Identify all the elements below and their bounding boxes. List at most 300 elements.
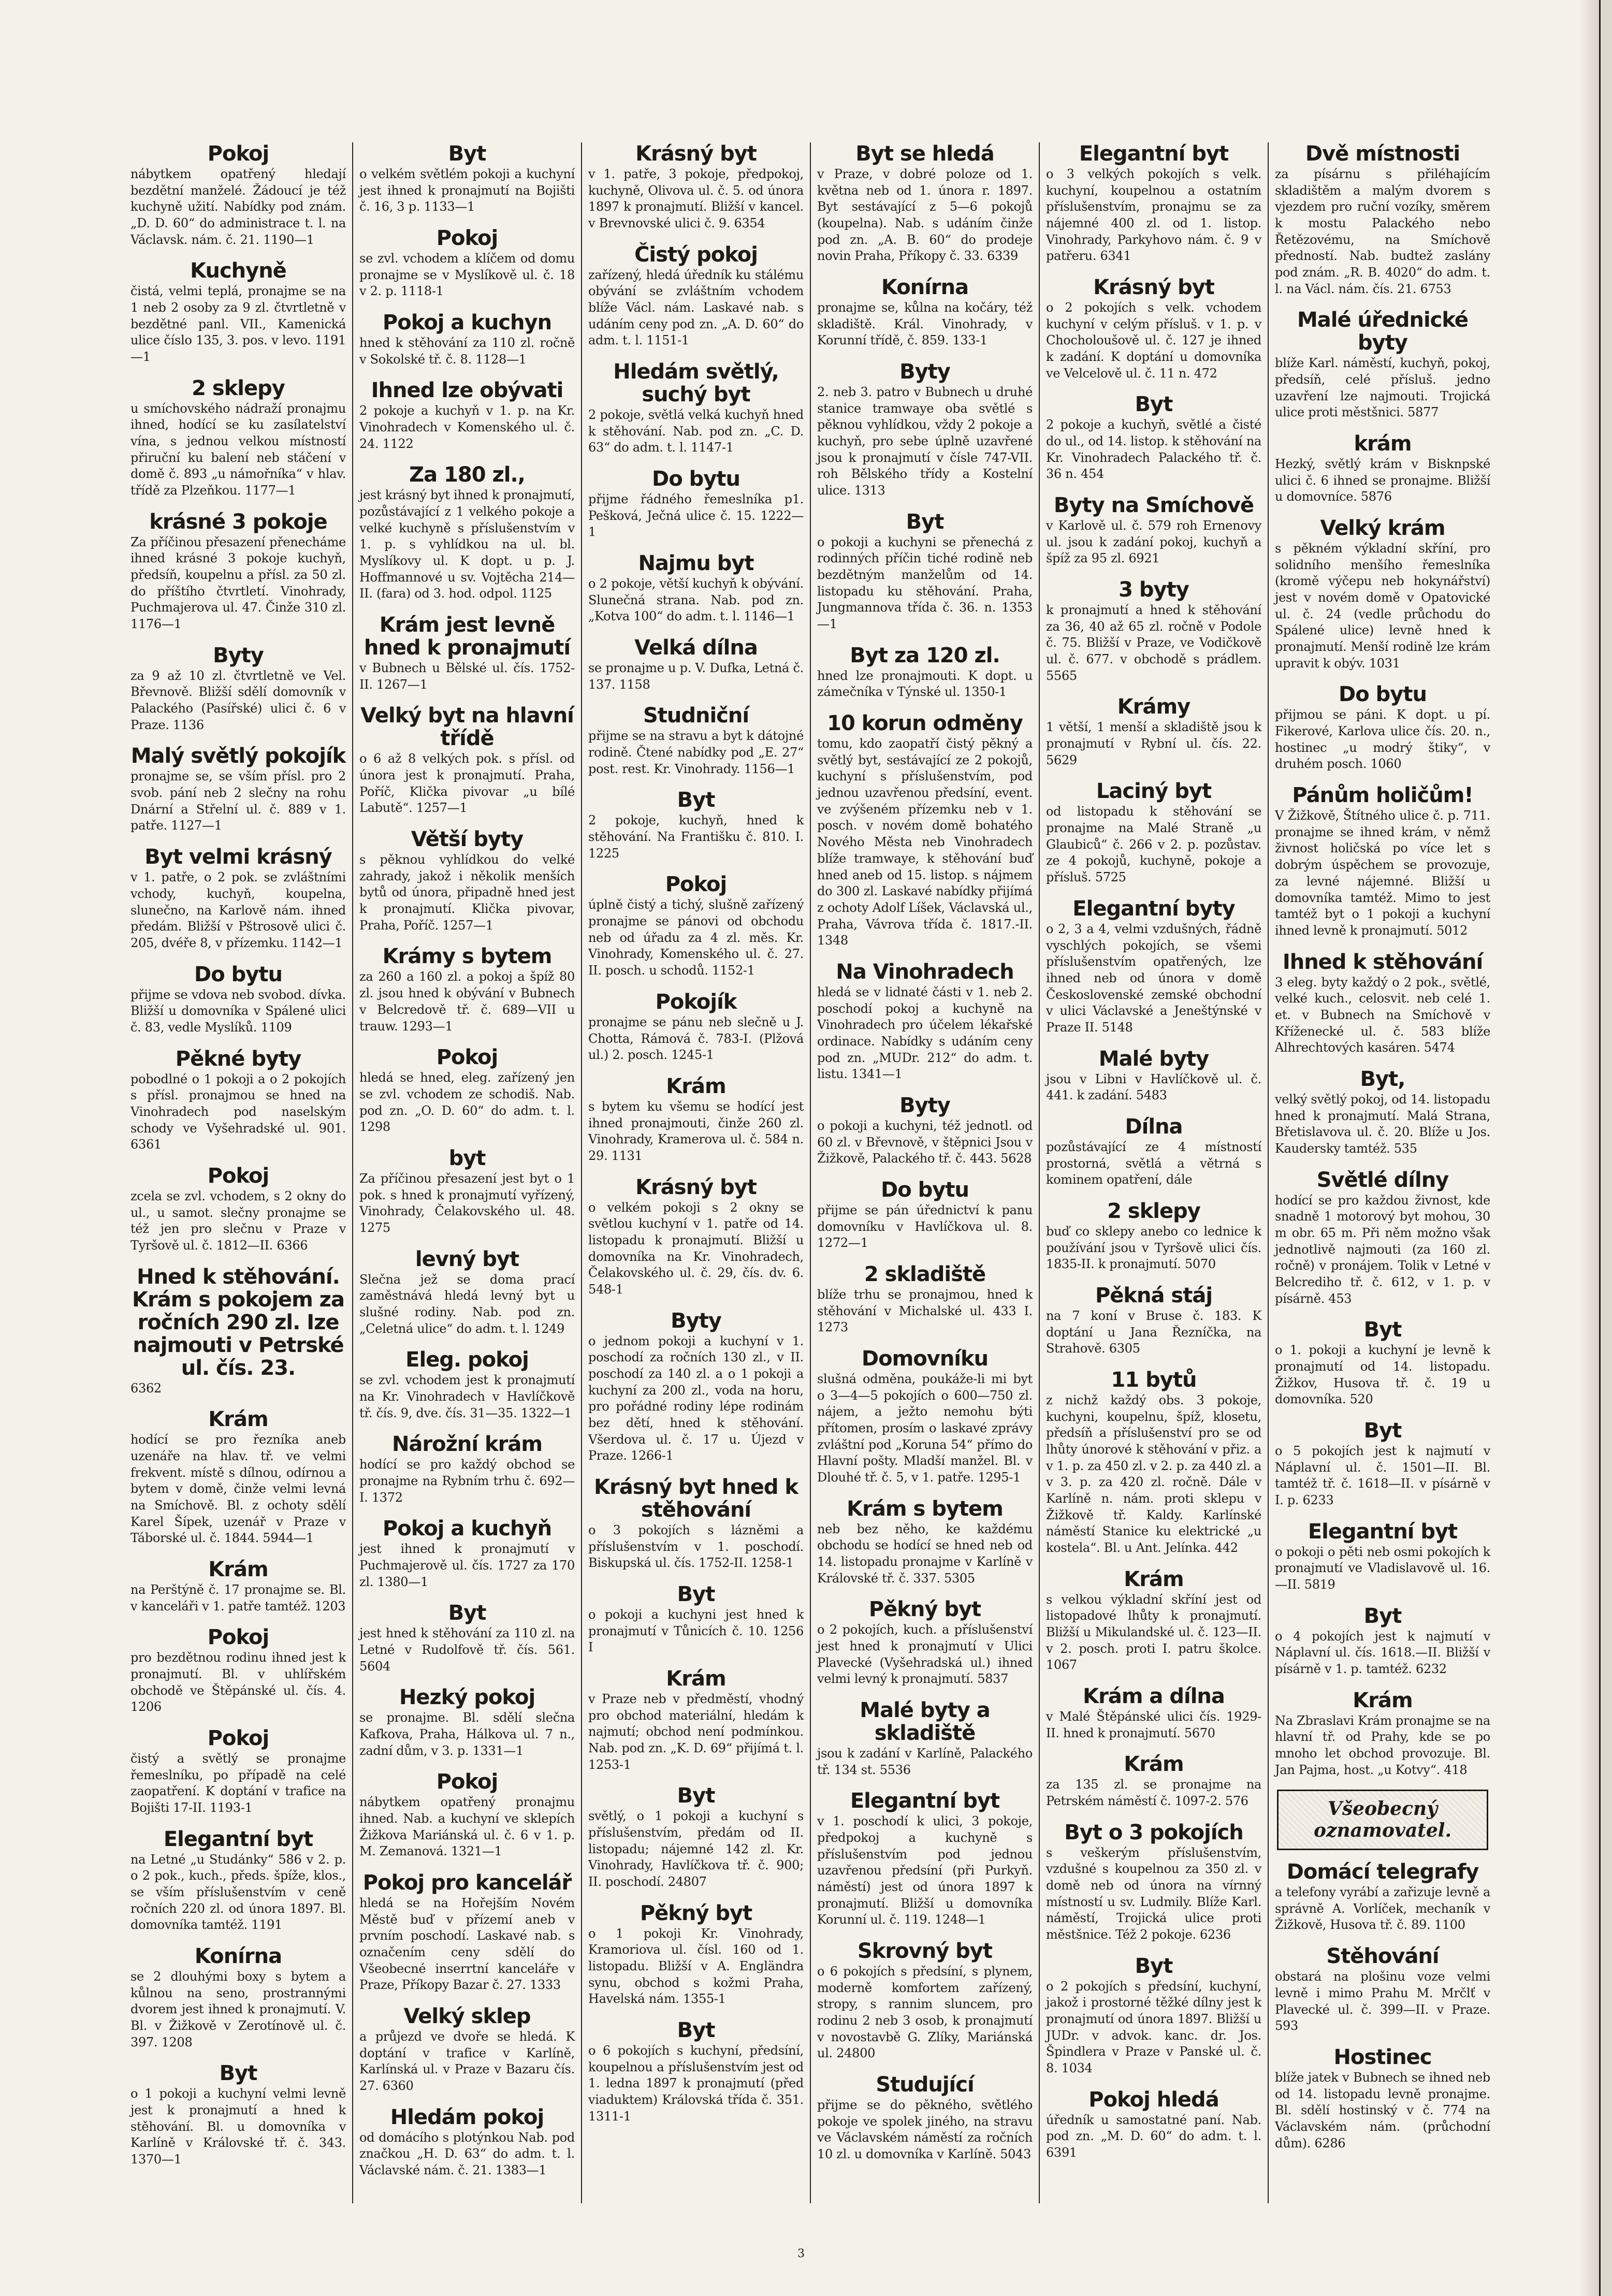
ad-text: v Praze, v dobré poloze od 1. května neb od 1. února r. 1897. Byt sestávající z 5—6 pokojů (koupelna). Nab. s udáním činže pod zn. „A. B. 60“ do prodeje novin Praha, Příkopy č. 33. 6339 bbox=[817, 167, 1033, 264]
ad-text: hodící se pro každý obchod se pronajme na Rybním trhu č. 692—I. 1372 bbox=[359, 1457, 575, 1505]
classified-ad bbox=[588, 1667, 804, 1773]
ad-text: o pokoji o pěti neb osmi pokojích k pronajmutí ve Vladislavově ul. 16.—II. 5819 bbox=[1275, 1544, 1490, 1592]
ad-heading: Byty bbox=[899, 360, 950, 384]
ad-text: hodící se pro řezníka aneb uzenáře na hlav. tř. ve velmi frekvent. místě s dílnou, odírnou a bytem v domě, činže velmi levná na Smíchově. Bl. z ochoty sdělí Karel Šípek, uzenář v Praze v Táborské ul. č. 1844. 5944—1 bbox=[130, 1432, 346, 1546]
classified-ad bbox=[130, 2062, 346, 2168]
ad-heading: 2 skladiště bbox=[864, 1262, 986, 1286]
classified-ad bbox=[130, 1727, 346, 1817]
ad-text: Za příčinou přesazení přenecháme ihned krásné 3 pokoje kuchyň, předsíň, koupelnu a přísl. za 50 zl. do příštího čtvrtletí. Vinohrady, Puchmajerova ul. 47. Činže 310 zl. 1176—1 bbox=[130, 534, 346, 632]
ad-heading: Dílna bbox=[1125, 1114, 1183, 1139]
ad-heading: Krásný byt hned k stěhování bbox=[594, 1475, 798, 1522]
ad-heading: Ihned k stěhování bbox=[1282, 950, 1483, 974]
ad-heading: Byt bbox=[1363, 1604, 1402, 1628]
classified-ad bbox=[130, 1558, 346, 1615]
ad-text: 2 pokoje a kuchyň v 1. p. na Kr. Vinohradech v Komenského ul. č. 24. 1122 bbox=[359, 403, 575, 451]
ad-heading: Pěkné byty bbox=[175, 1047, 301, 1071]
ad-text: jsou v Libni v Havlíčkově ul. č. 441. k zadání. 5483 bbox=[1046, 1071, 1261, 1103]
ad-text: 1 větší, 1 menší a skladiště jsou k pronajmutí v Rybní ul. čís. 22. 5629 bbox=[1046, 720, 1261, 767]
ad-heading: Pěkná stáj bbox=[1095, 1283, 1213, 1307]
ad-heading: Byt bbox=[219, 2061, 257, 2086]
classified-ad bbox=[1275, 1419, 1490, 1509]
ad-heading: Studniční bbox=[643, 704, 749, 728]
classified-ad bbox=[1046, 1284, 1261, 1357]
ad-heading: 10 korun odměny bbox=[827, 711, 1023, 736]
classified-ad bbox=[588, 1784, 804, 1890]
classified-ad bbox=[359, 1046, 575, 1136]
classified-ad bbox=[359, 1602, 575, 1675]
classified-ad bbox=[1046, 494, 1261, 567]
ad-text: o 3 pokojích s lázněmi a příslušenstvím v 1. poschodí. Biskupská ul. čís. 1752-II. 1258-1 bbox=[588, 1522, 804, 1571]
ad-heading: Elegantní byt bbox=[163, 1827, 313, 1851]
ad-heading: Elegantní byt bbox=[1308, 1519, 1458, 1544]
ad-heading: Elegantní byt bbox=[1079, 142, 1229, 166]
ad-text: o 4 pokojích jest k najmutí v Náplavní ul. čís. 1618.—II. Bližší v písárně v 1. p. tamtéž. 6232 bbox=[1275, 1629, 1490, 1676]
classified-ad bbox=[1275, 1169, 1490, 1307]
ad-text: jest ihned k pronajmutí v Puchmajerově ul. čís. 1727 za 170 zl. 1380—1 bbox=[359, 1542, 575, 1589]
ad-text: blíže trhu se pronajmou, hned k stěhování v Michalské ul. 433 I. 1273 bbox=[817, 1287, 1033, 1335]
ad-text: hledá se na Hořejším Novém Městě buď v přízemí aneb v prvním poschodí. Laskavé nab. s označením ceny sdělí do Všeobecné inserrtní kanceláře v Praze, Příkopy Bazar č. 27. 1333 bbox=[359, 1896, 575, 1993]
ad-text: hned k stěhování za 110 zl. ročně v Sokolské tř. č. 8. 1128—1 bbox=[359, 336, 575, 367]
ad-text: nábytkem opatřený pronajmu ihned. Nab. a kuchyní ve sklepích Žižkova Mariánská ul. č. 6 v 1. p. M. Zemanová. 1321—1 bbox=[359, 1795, 575, 1859]
ad-heading: Pokojík bbox=[655, 990, 737, 1014]
ad-heading: Hledám světlý, suchý byt bbox=[613, 360, 779, 407]
ad-text: v 1. poschodí k ulici, 3 pokoje, předpokoj a kuchyně s příslušenstvím pod jednou uzavřenou předsíní (při Purkyň. náměstí) jest od února 1897 k pronajmutí. Bližší u domovníka Korunní ul. č. 119. 1248—1 bbox=[817, 1814, 1033, 1927]
classified-ad bbox=[588, 873, 804, 979]
ad-text: a telefony vyrábí a zařizuje levně a správně A. Vorlíček, mechaník v Žižkově, Husova tř. č. 89. 1100 bbox=[1275, 1885, 1490, 1932]
classified-ad bbox=[817, 2073, 1033, 2163]
ad-text: se 2 dlouhými boxy s bytem a kůlnou na seno, prostrannými dvorem jest ihned k pronajmutí. V. Bl. v Žižkově v Zerotínově ul. č. 397. 1208 bbox=[130, 1969, 346, 2050]
ad-heading: Pěkný byt bbox=[640, 1901, 752, 1925]
ad-heading: Krám bbox=[1124, 1752, 1184, 1777]
ad-heading: Krám bbox=[208, 1557, 268, 1581]
classified-ad bbox=[359, 614, 575, 693]
classified-ad bbox=[1275, 784, 1490, 939]
classified-ad bbox=[359, 2005, 575, 2095]
classified-ad bbox=[1275, 1520, 1490, 1593]
ad-text: o pokoji a kuchyni jest hned k pronajmutí v Tůnicích č. 10. 1256 I bbox=[588, 1607, 804, 1655]
ad-text: o pokoji a kuchyni se přenechá z rodinných příčin tiché rodině neb bezdětným manželům od 14. listopadu ku stěhování. Praha, Jungmannova třída č. 36. n. 1353—1 bbox=[817, 534, 1033, 632]
ad-heading: Pokoj bbox=[436, 226, 498, 251]
ad-text: 2 pokoje, světlá velká kuchyň hned k stěhování. Nab. pod zn. „C. D. 63“ do adm. t. l. 1147-1 bbox=[588, 408, 804, 455]
ad-heading: Byt bbox=[677, 1784, 715, 1808]
classified-ad bbox=[359, 704, 575, 817]
ad-text: tomu, kdo zaopatří čistý pěkný a světlý byt, sestávající ze 2 pokojů, kuchyní s příslušenstvím, pod jednou uzavřenou předsíní, event. ve zvýšeném přízemku neb v 1. posch. v novém domě bohatého Nového Města neb Vinohradech blíže tramwaye, k stěhování buď hned aneb od 15. listop. s nájmem do 300 zl. Laskavé nabídky přijímá z ochoty Adolf Líšek, Václavská ul., Praha, Vávrova třída č. 1817.-II. 1348 bbox=[817, 736, 1033, 948]
classified-ad bbox=[130, 846, 346, 951]
ad-text: pronajme se pánu neb slečně u J. Chotta, Rámová č. 783-I. (Plžová ul.) 2. posch. 1245-1 bbox=[588, 1014, 804, 1063]
ad-heading: Elegantní byt bbox=[850, 1789, 1000, 1813]
ad-text: o jednom pokoji a kuchyní v 1. poschodí za ročních 130 zl., v II. poschodí za 140 zl. a o 1 pokoji a kuchyní za 200 zl., voda na horu, pro pořádné rodiny lépe rodinám bez dětí, hned k stěhování. Všerdova ul. č. 17 u. Újezd v Praze. 1266-1 bbox=[588, 1333, 804, 1463]
ad-text: přijme se vdova neb svobod. dívka. Bližší u domovníka v Spálené ulici č. 83, vedle Myslíků. 1109 bbox=[130, 987, 346, 1035]
ad-heading: krám bbox=[1354, 432, 1412, 456]
ad-heading: Krásný byt bbox=[635, 1175, 757, 1199]
ad-text: v 1. patře, 3 pokoje, předpokoj, kuchyně, Olivova ul. č. 5. od února 1897 k pronajmutí. Bližší v kancel. v Brevnovské ulici č. 9. 6354 bbox=[588, 167, 804, 231]
classified-ad bbox=[1046, 2088, 1261, 2161]
classified-ad bbox=[1046, 1369, 1261, 1557]
classified-ad bbox=[130, 377, 346, 499]
ad-heading: Byt, bbox=[1360, 1067, 1405, 1091]
ad-heading: Do bytu bbox=[1339, 682, 1427, 707]
ad-heading: Domovníku bbox=[861, 1346, 989, 1371]
ad-heading: Za 180 zl., bbox=[409, 463, 525, 487]
classified-ad bbox=[1275, 1605, 1490, 1678]
page-edge-shadow bbox=[1578, 0, 1599, 2296]
classified-ad bbox=[588, 991, 804, 1064]
ad-heading: Konírna bbox=[881, 275, 969, 300]
ad-text: o 2 pokojích, kuch. a příslušenství jest hned k pronajmutí v Ulici Plavecké (Vyšehradská ul.) ihned velmi levný k pronajmutí. 5837 bbox=[817, 1622, 1033, 1687]
ad-text: o 2 pokoje, větší kuchyň k obývání. Slunečná strana. Nab. pod zn. „Kotva 100“ do adm. t. l. 1146—1 bbox=[588, 576, 804, 624]
ad-heading: Byt bbox=[1135, 1954, 1173, 1978]
ad-heading: byt bbox=[448, 1146, 486, 1170]
ad-text: Hezký, světlý krám v Bisknpské ulici č. 6 ihned se pronajme. Bližší u domovníce. 5876 bbox=[1275, 457, 1490, 504]
ad-text: o 3 velkých pokojích s velk. kuchyní, koupelnou a ostatním příslušenstvím, pronajmu se za nájemné 400 zl. od 1. listop. Vinohrady, Parkyhovo nám. č. 9 v patřeru. 6341 bbox=[1046, 167, 1261, 264]
classified-ad bbox=[130, 644, 346, 734]
ad-heading: Velký sklep bbox=[403, 2004, 531, 2029]
ad-text: v Malé Štěpánské ulici čís. 1929-II. hned k pronajmutí. 5670 bbox=[1046, 1709, 1261, 1740]
classified-ad bbox=[817, 644, 1033, 701]
ad-text: k pronajmutí a hned k stěhování za 36, 40 až 65 zl. ročně v Podole č. 75. Bližší v Praze, ve Vodičkově ul. č. 677. v obchodě s prádlem. 5565 bbox=[1046, 603, 1261, 683]
ad-text: přijme se na stravu a byt k dátojné rodině. Čtené nabídky pod „E. 27“ post. rest. Kr. Vinohrady. 1156—1 bbox=[588, 729, 804, 776]
ad-heading: Byt bbox=[1363, 1318, 1402, 1342]
ad-text: velký světlý pokoj, od 14. listopadu hned k pronajmutí. Malá Strana, Břetislavova ul. č. 20. Blíže u Jos. Kaudersky tamtéž. 535 bbox=[1275, 1092, 1490, 1156]
ad-heading: Pokoj bbox=[207, 142, 269, 166]
ad-heading: Krám s bytem bbox=[847, 1496, 1003, 1521]
ad-heading: Byty bbox=[671, 1309, 721, 1333]
ad-text: a průjezd ve dvoře se hledá. K doptání v trafice v Karlíně, Karlínská ul. v Praze v Bazaru čís. 27. 6360 bbox=[359, 2029, 575, 2094]
ad-heading: Byty bbox=[213, 643, 264, 667]
ad-text: buď co sklepy anebo co lednice k používání jsou v Tyršově ulici čís. 1835-II. k pronajmutí. 5070 bbox=[1046, 1224, 1261, 1272]
ad-text: 6362 bbox=[130, 1380, 162, 1396]
ad-heading: 2 sklepy bbox=[192, 376, 285, 400]
ad-heading: 11 bytů bbox=[1111, 1368, 1197, 1392]
classified-ad bbox=[1275, 683, 1490, 773]
ad-text: od listopadu k stěhování se pronajme na Malé Straně „u Glaubiců“ č. 266 v 2. p. pozůstav. ze 4 pokojů, kuchyně, pokoje a přísluš. 5725 bbox=[1046, 804, 1261, 885]
classified-ad bbox=[359, 1517, 575, 1590]
classified-ad bbox=[1275, 517, 1490, 672]
classified-ad bbox=[1046, 1821, 1261, 1943]
ad-heading: Byt o 3 pokojích bbox=[1064, 1820, 1243, 1844]
classified-ad bbox=[130, 1828, 346, 1934]
ad-heading: Byty na Smíchově bbox=[1053, 493, 1254, 518]
classified-ad bbox=[359, 1348, 575, 1421]
ad-text: o pokoji a kuchyni, též jednotl. od 60 zl. v Břevnově, v štěpnici Jsou v Žižkově, Palackého tř. č. 443. 5628 bbox=[817, 1118, 1033, 1166]
classified-ad bbox=[359, 828, 575, 934]
ad-heading: Byty bbox=[899, 1093, 950, 1117]
section-banner-title: Všeobecný oznamovatel. bbox=[1313, 1798, 1452, 1841]
classified-ad bbox=[1046, 142, 1261, 265]
ad-text: s pěknou vyhlídkou do velké zahrady, jakož i několik menších bytů od února, připadně hned jest k pronajmutí. Klička pivovar, Praha, Poříč. 1257—1 bbox=[359, 852, 575, 933]
classified-ad bbox=[588, 142, 804, 232]
ad-text: o 1. pokoji a kuchyní je levně k pronajmutí od 14. listopadu. Žižkov, Husova tř. č. 19 u domovníka. 520 bbox=[1275, 1343, 1490, 1407]
ad-heading: Byt bbox=[677, 2018, 715, 2043]
classified-ad bbox=[359, 945, 575, 1035]
ad-heading: Velká dílna bbox=[634, 636, 758, 660]
classified-ad bbox=[1046, 695, 1261, 768]
ad-heading: Malé byty a skladiště bbox=[860, 1698, 990, 1746]
classified-ad bbox=[588, 2019, 804, 2125]
ad-text: nábytkem opatřený hledají bezdětní manželé. Žádoucí je též kuchyně užití. Nabídky pod znám. „D. D. 60“ do administrace t. l. na Václavsk. nám. č. 21. 1190—1 bbox=[130, 167, 346, 247]
ad-heading: Pokoj bbox=[207, 1625, 269, 1650]
ad-heading: krásné 3 pokoje bbox=[149, 510, 327, 534]
classified-ad bbox=[359, 311, 575, 368]
ad-text: jsou k zadání v Karlíně, Palackého tř. 134 st. 5536 bbox=[817, 1746, 1033, 1777]
ad-text: na 7 koní v Bruse č. 183. K doptání u Jana Řezníčka, na Strahově. 6305 bbox=[1046, 1308, 1261, 1356]
ad-heading: Pokoj bbox=[207, 1726, 269, 1750]
ad-text: přijme se do pěkného, světlého pokoje ve spolek jiného, na stravu ve Václavském náměstí za ročních 10 zl. u domovníka v Karlíně. 5043 bbox=[817, 2098, 1033, 2162]
ad-text: Na Zbraslavi Krám pronajme se na hlavní tř. od Prahy, kde se po mnoho let obchod provozuje. Bl. Jan Pajma, host. „u Kotvy“. 418 bbox=[1275, 1713, 1490, 1777]
ad-heading: Velký krám bbox=[1320, 516, 1445, 541]
classified-ad bbox=[130, 745, 346, 834]
ad-heading: Malý světlý pokojík bbox=[130, 744, 346, 768]
ad-heading: Byt bbox=[448, 142, 486, 166]
ad-heading: Nárožní krám bbox=[391, 1432, 543, 1457]
classified-ad bbox=[130, 1408, 346, 1547]
ad-heading: levný byt bbox=[415, 1247, 519, 1271]
ad-text: na Letné „u Studánky“ 586 v 2. p. o 2 pok., kuch., předs. špíže, klos., se vším příslušenstvím v ceně ročních 220 zl. od února 1897. Bl. domovníka tamtéž. 1191 bbox=[130, 1852, 346, 1932]
classified-ad bbox=[1275, 1689, 1490, 1779]
ad-text: jest krásný byt ihned k pronajmutí, pozůstávající z 1 velkého pokoje a velké kuchyně s příslušenstvím v 1. p. s vyhlídkou na ul. bl. Myslíkovy ul. K dopt. u p. J. Hoffmannové u sv. Vojtěcha 214—II. (fara) od 3. hod. odpol. 1125 bbox=[359, 488, 575, 601]
ad-heading: Malé úřednické byty bbox=[1297, 308, 1469, 355]
ad-text: úplně čistý a tichý, slušně zařízený pronajme se pánovi od obchodu neb od úřadu za 4 zl. měs. Kr. Vinohrady, Komenského ul. č. 27. II. posch. u schodů. 1152-1 bbox=[588, 897, 804, 978]
ad-heading: Pokoj bbox=[436, 1770, 498, 1794]
classified-ad bbox=[1275, 951, 1490, 1056]
ad-text: pobodlné o 1 pokoji a o 2 pokojích s přísl. pronajmou se hned na Vinohradech pod naselským schody ve Vyšehradské ul. 901. 6361 bbox=[130, 1071, 346, 1152]
ad-text: o 6 pokojích s předsíní, s plynem, moderně komfortem zařízený, stropy, s rannim sluncem, pro rodinu 2 neb 3 osob, k pronajmutí v novostavbě G. Zlíky, Mariánská ul. 24800 bbox=[817, 1964, 1033, 2061]
ad-text: 2 pokoje a kuchyň, světlé a čisté do ul., od 14. listop. k stěhování na Kr. Vinohradech Palackého tř. č. 36 n. 454 bbox=[1046, 417, 1261, 482]
page-mark: 3 bbox=[797, 2247, 805, 2260]
ad-heading: Byt bbox=[1363, 1418, 1402, 1443]
classified-ad bbox=[1046, 1200, 1261, 1273]
ad-text: úředník u samostatné paní. Nab. pod zn. „M. D. 60“ do adm. t. l. 6391 bbox=[1046, 2112, 1261, 2160]
ad-heading: Pokoj bbox=[207, 1164, 269, 1188]
classified-ad bbox=[359, 1147, 575, 1237]
ad-heading: Laciný byt bbox=[1096, 779, 1212, 804]
classified-ad bbox=[817, 142, 1033, 265]
column-6 bbox=[1269, 142, 1497, 2203]
ad-text: od domácího s plotýnkou Nab. pod značkou „H. D. 63“ do adm. t. l. Václavské nám. č. 21. 1383—1 bbox=[359, 2130, 575, 2178]
classified-ad bbox=[1046, 1753, 1261, 1809]
ad-text: čistý a světlý se pronajme řemeslníku, po případě na celé zaopatření. K doptání v trafice na Bojišti 17-II. 1193-1 bbox=[130, 1751, 346, 1815]
ad-heading: 3 byty bbox=[1119, 578, 1189, 602]
classified-ad bbox=[130, 259, 346, 365]
classified-ad bbox=[588, 360, 804, 456]
classified-ad bbox=[817, 1263, 1033, 1336]
ad-text: se pronajme. Bl. sdělí slečna Kafkova, Praha, Hálkova ul. 7 n., zadní dům, v 3. p. 1331—1 bbox=[359, 1710, 575, 1758]
classified-ad bbox=[1275, 432, 1490, 505]
ad-text: jest hned k stěhování za 110 zl. na Letné v Rudolfově tř. čís. 561. 5604 bbox=[359, 1626, 575, 1674]
column-1 bbox=[124, 142, 353, 2203]
classified-ad bbox=[588, 468, 804, 541]
classified-ad bbox=[817, 360, 1033, 499]
ad-heading: Krám bbox=[1353, 1688, 1413, 1712]
classified-ad bbox=[1275, 309, 1490, 421]
classified-ad bbox=[130, 1048, 346, 1153]
ad-heading: Čistý pokoj bbox=[634, 242, 758, 267]
classified-ad bbox=[359, 463, 575, 602]
ad-text: se zvl. vchodem a klíčem od domu pronajme se v Myslíkově ul. č. 18 v 2. p. 1118-1 bbox=[359, 251, 575, 299]
ad-text: o 1 pokoji Kr. Vinohrady, Kramoriova ul. čísl. 160 od 1. listopadu. Bližší v A. Engländra synu, obchod s kožmi Praha, Havelská nám. 1355-1 bbox=[588, 1926, 804, 2007]
classified-ad bbox=[1046, 1115, 1261, 1188]
ad-heading: Eleg. pokoj bbox=[405, 1348, 529, 1372]
ad-heading: Malé byty bbox=[1098, 1047, 1209, 1071]
classified-ad bbox=[130, 1945, 346, 2051]
classified-ad bbox=[359, 142, 575, 215]
classified-ad bbox=[1046, 276, 1261, 382]
ad-text: čistá, velmi teplá, pronajme se na 1 neb 2 osoby za 9 zl. čtvrtletně v bezdětné panl. VII., Kamenická ulice číslo 135, 3. pos. v levo. 1191—1 bbox=[130, 284, 346, 365]
classified-ad bbox=[359, 2106, 575, 2179]
classified-ad bbox=[130, 142, 346, 248]
ad-text: neb bez něho, ke každému obchodu se hodící se hned neb od 14. listopadu pronajme v Karlíně v Královské tř. č. 337. 5305 bbox=[817, 1521, 1033, 1586]
classified-ad bbox=[359, 379, 575, 452]
classified-ad bbox=[817, 1347, 1033, 1486]
ad-text: světlý, o 1 pokoji a kuchyní s příslušenstvím, předám od II. listopadu; nájemné 142 zl. Kr. Vinohrady, Havlíčkova tř. č. 900; II. poschodí. 24807 bbox=[588, 1809, 804, 1890]
classified-ad bbox=[1046, 1568, 1261, 1674]
ad-text: hodící se pro každou živnost, kde snadně 1 motorový byt mohou, 30 m obr. 65 m. Při něm možno však jednotlivě najmouti (za 160 zl. ročně) v pronájem. Tolik v Letné v Belcrediho tř. č. 612, v 1. p. v písárně. 453 bbox=[1275, 1193, 1490, 1306]
ad-heading: 2 sklepy bbox=[1107, 1199, 1200, 1223]
ad-text: o 5 pokojích jest k najmutí v Náplavní ul. č. 1501—II. Bl. tamtéž tř. č. 1618—II. v písárně v I. p. 6233 bbox=[1275, 1443, 1490, 1507]
ad-heading: Krámy s bytem bbox=[382, 944, 552, 969]
ad-text: za písárnu s přiléhajícím skladištěm a malým dvorem s vjezdem pro ruční vozíky, směrem k mostu Palackého nebo Řetězovému, na Smíchově předností. Nab. budtež zaslány pod znám. „R. B. 4020“ do adm. t. l. na Václ. nám. čís. 21. 6753 bbox=[1275, 167, 1490, 296]
ad-heading: Krám jest levně hned k pronajmutí bbox=[364, 613, 571, 660]
classified-ad bbox=[817, 1598, 1033, 1688]
column-2 bbox=[353, 142, 582, 2203]
ad-heading: Krámy bbox=[1117, 695, 1190, 719]
classified-ad bbox=[588, 243, 804, 349]
ad-heading: Hledám pokoj bbox=[390, 2105, 544, 2129]
ad-text: v Bubnech u Bělské ul. čís. 1752-II. 1267—1 bbox=[359, 661, 575, 692]
ad-heading: Krám bbox=[208, 1407, 268, 1432]
classified-ad bbox=[588, 789, 804, 862]
ad-text: na Perštýně č. 17 pronajme se. Bl. v kanceláři v 1. patře tamtéž. 1203 bbox=[130, 1582, 346, 1614]
classified-ad bbox=[588, 1075, 804, 1165]
ad-heading: Větší byty bbox=[411, 827, 524, 852]
ad-text: pronajme se, kůlna na kočáry, též skladiště. Král. Vinohrady, v Korunní třídě, č. 859. 133-1 bbox=[817, 300, 1033, 348]
classified-ad bbox=[588, 1310, 804, 1464]
ad-heading: Pokoj bbox=[665, 873, 727, 897]
ad-text: s pěkném výkladní skříní, pro solidního menšího řemeslníka (kromě výčepu neb hokynářství) jest v novém domě v Opatovické ul. č. 24 (vedle průchodu do Spálené ulice) levně hned k pronajmutí. Menší rodině lze krám upravit k obýv. 1031 bbox=[1275, 541, 1490, 671]
ad-text: se pronajme u p. V. Dufka, Letná č. 137. 1158 bbox=[588, 661, 804, 692]
ad-text: Za příčinou přesazení jest byt o 1 pok. s hned k pronajmutí vyřízený, Vinohrady, Čelakovského ul. 48. 1275 bbox=[359, 1171, 575, 1235]
ad-heading: Hned k stěhování. Krám s pokojem za ročních 290 zl. Ize najmouti v Petrské ul. čís. 23. bbox=[132, 1265, 344, 1380]
ad-heading: Krásný byt bbox=[635, 142, 757, 166]
classified-ad bbox=[130, 1626, 346, 1716]
ad-text: o 6 pokojích s kuchyní, předsíní, koupelnou a příslušenstvím jest od 1. ledna 1897 k pronajmutí (před viaduktem) Královská třída č. 351. 1311-1 bbox=[588, 2043, 804, 2124]
ad-heading: Na Vinohradech bbox=[836, 960, 1014, 984]
classified-ad bbox=[359, 227, 575, 300]
ad-text: přijmou se páni. K dopt. u pí. Fikerové, Karlova ulice čís. 20. n., hostinec „u modrý štiky“, v druhém posch. 1060 bbox=[1275, 707, 1490, 772]
classified-ad bbox=[1275, 142, 1490, 297]
ad-heading: Byt bbox=[677, 1582, 715, 1606]
ad-heading: Pokoj bbox=[436, 1045, 498, 1070]
ad-heading: Pokoj hledá bbox=[1088, 2087, 1219, 2112]
classified-ad bbox=[359, 1686, 575, 1759]
classified-ad bbox=[817, 511, 1033, 633]
classified-ad bbox=[130, 511, 346, 633]
ad-text: blíže jatek v Bubnech se ihned neb od 14. listopadu levně pronajme. Bl. sdělí hostinský v č. 774 na Václavském nám. (průchodní dům). 6286 bbox=[1275, 2070, 1490, 2150]
ad-text: za 260 a 160 zl. a pokoj a špíž 80 zl. jsou hned k obývání v Bubnech v Belcredově tř. č. 689—VII u trauw. 1293—1 bbox=[359, 969, 575, 1034]
section-banner bbox=[1277, 1790, 1488, 1850]
ad-text: o 1 pokoji a kuchyní velmi levně jest k pronajmutí a hned k stěhování. Bl. u domovníka v Karlíně v Královské tř. č. 343. 1370—1 bbox=[130, 2086, 346, 2167]
classified-ad bbox=[817, 1094, 1033, 1167]
classified-columns bbox=[124, 142, 1497, 2203]
ad-text: hledá se v lidnaté části v 1. neb 2. poschodí pokoj a kuchyně na Vinohradech pro účelem lékařské ordinace. Nabídky s udáním ceny pod zn. „MUDr. 212“ do adm. t. listu. 1341—1 bbox=[817, 984, 1033, 1082]
ad-heading: Konírna bbox=[194, 1944, 282, 1969]
ad-heading: Pokoj pro kancelář bbox=[362, 1871, 572, 1895]
ad-heading: Do bytu bbox=[652, 467, 740, 491]
ad-text: o velkém pokoji s 2 okny se světlou kuchyní v 1. patře od 14. listopadu k pronajmutí. Bližší u domovníka na Kr. Vinohradech, Čelakovského ul. č. 29, čís. dv. 6. 548-1 bbox=[588, 1200, 804, 1297]
classified-ad bbox=[588, 1583, 804, 1656]
classified-ad bbox=[1046, 393, 1261, 483]
column-3 bbox=[582, 142, 811, 2203]
ad-text: V Žižkově, Štítného ulice č. p. 711. pronajme se ihned krám, v němž živnost holičská po více let s dobrým úspěchem se provozuje, za levné nájemné. Bližší u domovníka tamtéž. Mimo to jest tamtéž byt o 1 pokoji a kuchyní ihned levně k pronajmutí. 5012 bbox=[1275, 808, 1490, 938]
ad-text: Slečna jež se doma prací zaměstnává hledá levný byt u slušné rodiny. Nab. pod zn. „Celetná ulice“ do adm. t. l. 1249 bbox=[359, 1272, 575, 1336]
ad-text: u smíchovského nádraží pronajmu ihned, hodící se ku zasílatelství vína, s jednou velkou místností přiruční ku balení neb stáčení v domě č. 893 „u námořníka“ v hlav. třídě za Plzeňkou. 1177—1 bbox=[130, 401, 346, 498]
ad-text: v 1. patře, o 2 pok. se zvláštními vchody, kuchyň, koupelna, slunečno, na Karlově nám. ihned předám. Bližší v Pštrosově ulici č. 205, dvéře 8, v přízemku. 1142—1 bbox=[130, 870, 346, 950]
ad-text: zcela se zvl. vchodem, s 2 okny do ul., u samot. slečny pronajme se též jen pro slečnu v Praze v Tyršově ul. č. 1812—II. 6366 bbox=[130, 1188, 346, 1253]
ad-heading: Byt za 120 zl. bbox=[850, 643, 1000, 667]
ad-text: za 135 zl. se pronajme na Petrském náměstí č. 1097-2. 576 bbox=[1046, 1777, 1261, 1809]
ad-heading: Elegantní byty bbox=[1072, 896, 1235, 921]
ad-text: s velkou výkladní skříní jest od listopadové lhůty k pronajmutí. Bližší u Mikulandské ul. č. 123—II. v 2. posch. proti I. patru školce. 1067 bbox=[1046, 1592, 1261, 1673]
ad-text: 3 eleg. byty každý o 2 pok., světlé, velké kuch., celosvit. neb celé 1. et. v Bubnech na Smíchově v Kříženecké ul. č. 583 blíže Alhrechtových kasáren. 5474 bbox=[1275, 975, 1490, 1055]
ad-heading: Pokoj a kuchyň bbox=[382, 1517, 552, 1541]
ad-heading: Krásný byt bbox=[1093, 275, 1214, 300]
column-5 bbox=[1040, 142, 1269, 2203]
ad-heading: Pánům holičům! bbox=[1292, 783, 1473, 808]
classified-ad bbox=[588, 1902, 804, 2008]
classified-ad bbox=[817, 276, 1033, 349]
classified-ad bbox=[130, 963, 346, 1036]
classified-ad bbox=[1275, 1945, 1490, 2035]
ad-heading: Pokoj a kuchyn bbox=[382, 311, 552, 335]
classified-ad bbox=[359, 1871, 575, 1994]
ad-text: o velkém světlém pokoji a kuchyní jest ihned k pronajmutí na Bojišti č. 16, 3 p. 1133—1 bbox=[359, 167, 575, 214]
ad-heading: Krám bbox=[666, 1666, 726, 1691]
ad-text: 2. neb 3. patro v Bubnech u druhé stanice tramwaye oba světlé s pěknou vyhlídkou, vždy 2 pokoje a kuchyň, pro sebe úplně uzavřené jsou k pronajmutí v čísle 747-VII. roh Bělského třídy a Kostelní ulice. 1313 bbox=[817, 385, 1033, 498]
classified-ad bbox=[1275, 1861, 1490, 1934]
ad-text: z nichž každý obs. 3 pokoje, kuchyni, koupelnu, špíž, klosetu, předsíň a příslušenství pro se od lhůty únorové k stěhování v přiz. a v 1. p. za 450 zl. v 2. p. za 440 zl. a v 3. p. za 420 zl. ročně. Dále v Karlíně n. nám. proti sklepu v Žižkově tř. Kaldy. Karlínské náměstí Stanice ku elektrické „u kostela“. Bl. u Ant. Jelínka. 442 bbox=[1046, 1392, 1261, 1555]
ad-heading: Byt bbox=[906, 510, 944, 534]
classified-ad bbox=[817, 961, 1033, 1083]
classified-ad bbox=[817, 1790, 1033, 1928]
classified-ad bbox=[817, 1940, 1033, 2062]
ad-text: zařízený, hledá úředník ku stálému obývání se zvláštním vchodem blíže Václ. nám. Laskavé nab. s udáním ceny pod zn. „A. D. 60“ do adm. t. l. 1151-1 bbox=[588, 267, 804, 348]
ad-text: blíže Karl. náměstí, kuchyň, pokoj, předsíň, celé přísluš. jedno uzavření lze najmouti. Trojická ulice proti městšnici. 5877 bbox=[1275, 356, 1490, 420]
ad-text: s veškerým příslušenstvím, vzdušné s koupelnou za 350 zl. v domě neb od února na vírnný místností u sv. Ludmily. Blíže Karl. náměstí, Trojická ulice proti městšnice. Též 2 pokoje. 6236 bbox=[1046, 1845, 1261, 1942]
ad-heading: Stěhování bbox=[1326, 1944, 1439, 1969]
ad-text: přijme se pán úřednictví k panu domovníku v Havlíčkova ul. 8. 1272—1 bbox=[817, 1202, 1033, 1251]
ad-heading: Dvě místnosti bbox=[1305, 142, 1460, 166]
ad-heading: Domácí telegrafy bbox=[1286, 1860, 1479, 1884]
ad-heading: Hostinec bbox=[1333, 2045, 1432, 2069]
classified-ad bbox=[817, 1179, 1033, 1252]
classified-ad bbox=[1046, 1048, 1261, 1104]
ad-heading: Byt bbox=[677, 788, 715, 812]
ad-heading: Studující bbox=[876, 2073, 974, 2097]
ad-text: obstará na plošinu voze velmi levně i mimo Prahu M. Mrčlť v Plavecké ul. č. 399—II. v Praze. 593 bbox=[1275, 1969, 1490, 2033]
classified-ad bbox=[1046, 897, 1261, 1036]
ad-text: o 6 až 8 velkých pok. s přísl. od února jest k pronajmutí. Praha, Poříč, Klička pivovar „u bílé Labutě“. 1257—1 bbox=[359, 751, 575, 816]
classified-ad bbox=[817, 712, 1033, 949]
ad-text: pronajme se, se vším přísl. pro 2 svob. pání neb 2 slečny na rohu Dnární a Střelní ul. č. 889 v 1. patře. 1127—1 bbox=[130, 769, 346, 833]
classified-ad bbox=[1275, 1068, 1490, 1157]
ad-text: se zvl. vchodem jest k pronajmutí na Kr. Vinohradech v Havlíčkově tř. čís. 9, dve. čís. 31—35. 1322—1 bbox=[359, 1373, 575, 1420]
classified-ad bbox=[588, 1476, 804, 1572]
classified-ad bbox=[1046, 780, 1261, 885]
page-edge bbox=[1599, 0, 1612, 2296]
ad-heading: Byt velmi krásný bbox=[144, 845, 332, 869]
classified-ad bbox=[1046, 578, 1261, 684]
ad-text: pozůstávající ze 4 místností prostorná, světlá a větrná s kominem opatření, dále bbox=[1046, 1139, 1261, 1187]
